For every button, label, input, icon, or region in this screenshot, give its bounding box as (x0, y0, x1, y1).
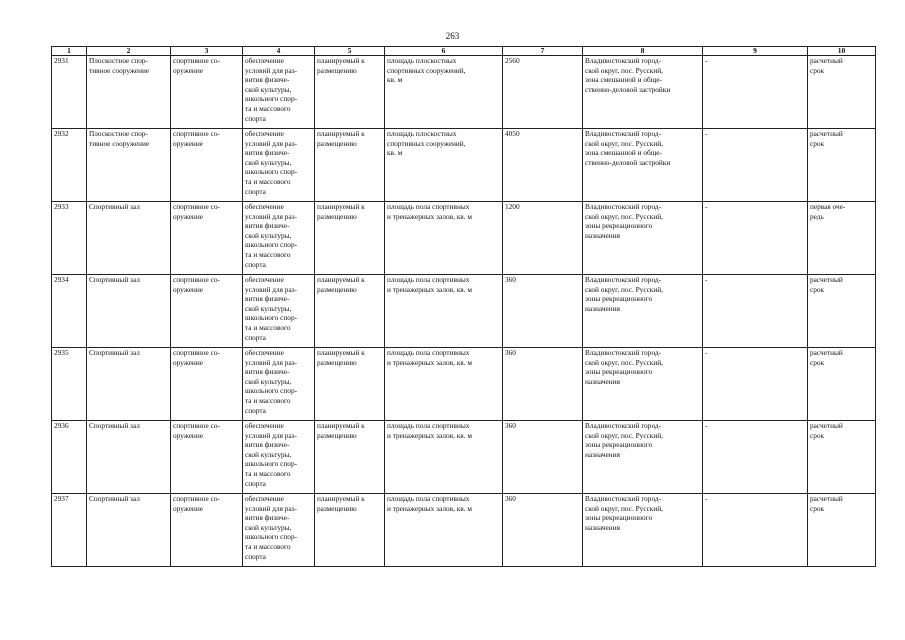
planning-table (51, 46, 876, 567)
table-row (52, 348, 876, 421)
object-status: планируемый к размещению (315, 494, 385, 567)
object-location: Владивостокский город- ской округ, пос. Русский, зона смешанной и обще- ственно-деловой застройки (583, 129, 703, 202)
object-value: 2560 (503, 56, 583, 129)
object-status: планируемый к размещению (315, 56, 385, 129)
object-zone: - (703, 348, 808, 421)
object-number: 2935 (52, 348, 87, 421)
object-zone: - (703, 202, 808, 275)
object-term: расчетный срок (808, 348, 876, 421)
object-location: Владивостокский город- ской округ, пос. Русский, зоны рекреационного назначения (583, 494, 703, 567)
object-name: Спортивный зал (87, 421, 171, 494)
object-indicator: площадь пола спортивных и тренажерных залов, кв. м (385, 275, 503, 348)
object-number: 2931 (52, 56, 87, 129)
object-type: спортивное со- оружение (171, 348, 243, 421)
column-header: 5 (315, 47, 385, 56)
object-type: спортивное со- оружение (171, 421, 243, 494)
object-name: Спортивный зал (87, 348, 171, 421)
object-zone: - (703, 494, 808, 567)
column-header: 1 (52, 47, 87, 56)
object-indicator: площадь плоскостных спортивных сооружений, кв. м (385, 129, 503, 202)
object-purpose: обеспечение условий для раз- вития физиче- ской культуры, школьного спор- та и массового спорта (243, 275, 315, 348)
object-location: Владивостокский город- ской округ, пос. Русский, зоны рекреационного назначения (583, 202, 703, 275)
page-number: 263 (445, 31, 460, 41)
object-purpose: обеспечение условий для раз- вития физиче- ской культуры, школьного спор- та и массового спорта (243, 129, 315, 202)
object-indicator: площадь пола спортивных и тренажерных залов, кв. м (385, 348, 503, 421)
object-indicator: площадь пола спортивных и тренажерных залов, кв. м (385, 494, 503, 567)
object-value: 360 (503, 494, 583, 567)
object-number: 2932 (52, 129, 87, 202)
table-row (52, 129, 876, 202)
object-term: расчетный срок (808, 494, 876, 567)
object-name: Спортивный зал (87, 494, 171, 567)
object-term: расчетный срок (808, 129, 876, 202)
object-location: Владивостокский город- ской округ, пос. Русский, зоны рекреационного назначения (583, 421, 703, 494)
table-row (52, 56, 876, 129)
object-status: планируемый к размещению (315, 421, 385, 494)
object-zone: - (703, 56, 808, 129)
object-location: Владивостокский город- ской округ, пос. Русский, зона смешанной и обще- ственно-деловой застройки (583, 56, 703, 129)
object-number: 2934 (52, 275, 87, 348)
column-header: 6 (385, 47, 503, 56)
object-type: спортивное со- оружение (171, 129, 243, 202)
table-body (52, 56, 876, 567)
object-type: спортивное со- оружение (171, 202, 243, 275)
object-term: расчетный срок (808, 275, 876, 348)
object-status: планируемый к размещению (315, 275, 385, 348)
object-indicator: площадь плоскостных спортивных сооружений, кв. м (385, 56, 503, 129)
column-header: 3 (171, 47, 243, 56)
object-status: планируемый к размещению (315, 202, 385, 275)
header-row (52, 47, 876, 56)
object-purpose: обеспечение условий для раз- вития физиче- ской культуры, школьного спор- та и массового спорта (243, 494, 315, 567)
object-name: Спортивный зал (87, 275, 171, 348)
table-row (52, 421, 876, 494)
object-number: 2936 (52, 421, 87, 494)
column-header: 9 (703, 47, 808, 56)
object-status: планируемый к размещению (315, 129, 385, 202)
object-term: первая оче- редь (808, 202, 876, 275)
object-name: Спортивный зал (87, 202, 171, 275)
object-zone: - (703, 129, 808, 202)
object-location: Владивостокский город- ской округ, пос. Русский, зоны рекреационного назначения (583, 275, 703, 348)
object-purpose: обеспечение условий для раз- вития физиче- ской культуры, школьного спор- та и массового спорта (243, 202, 315, 275)
object-zone: - (703, 421, 808, 494)
column-header: 8 (583, 47, 703, 56)
column-header: 4 (243, 47, 315, 56)
object-number: 2933 (52, 202, 87, 275)
object-number: 2937 (52, 494, 87, 567)
object-value: 360 (503, 421, 583, 494)
object-type: спортивное со- оружение (171, 275, 243, 348)
object-type: спортивное со- оружение (171, 494, 243, 567)
object-value: 360 (503, 348, 583, 421)
object-term: расчетный срок (808, 421, 876, 494)
object-zone: - (703, 275, 808, 348)
table-row (52, 202, 876, 275)
object-purpose: обеспечение условий для раз- вития физиче- ской культуры, школьного спор- та и массового спорта (243, 348, 315, 421)
column-header: 10 (808, 47, 876, 56)
object-purpose: обеспечение условий для раз- вития физиче- ской культуры, школьного спор- та и массового спорта (243, 56, 315, 129)
object-purpose: обеспечение условий для раз- вития физиче- ской культуры, школьного спор- та и массового спорта (243, 421, 315, 494)
object-term: расчетный срок (808, 56, 876, 129)
column-header: 7 (503, 47, 583, 56)
object-value: 1200 (503, 202, 583, 275)
object-name: Плоскостное спор- тивное сооружение (87, 56, 171, 129)
object-name: Плоскостное спор- тивное сооружение (87, 129, 171, 202)
table-row (52, 494, 876, 567)
object-indicator: площадь пола спортивных и тренажерных залов, кв. м (385, 202, 503, 275)
object-location: Владивостокский город- ской округ, пос. Русский, зоны рекреационного назначения (583, 348, 703, 421)
object-value: 360 (503, 275, 583, 348)
object-indicator: площадь пола спортивных и тренажерных залов, кв. м (385, 421, 503, 494)
object-status: планируемый к размещению (315, 348, 385, 421)
object-type: спортивное со- оружение (171, 56, 243, 129)
object-value: 4050 (503, 129, 583, 202)
table-row (52, 275, 876, 348)
column-header: 2 (87, 47, 171, 56)
